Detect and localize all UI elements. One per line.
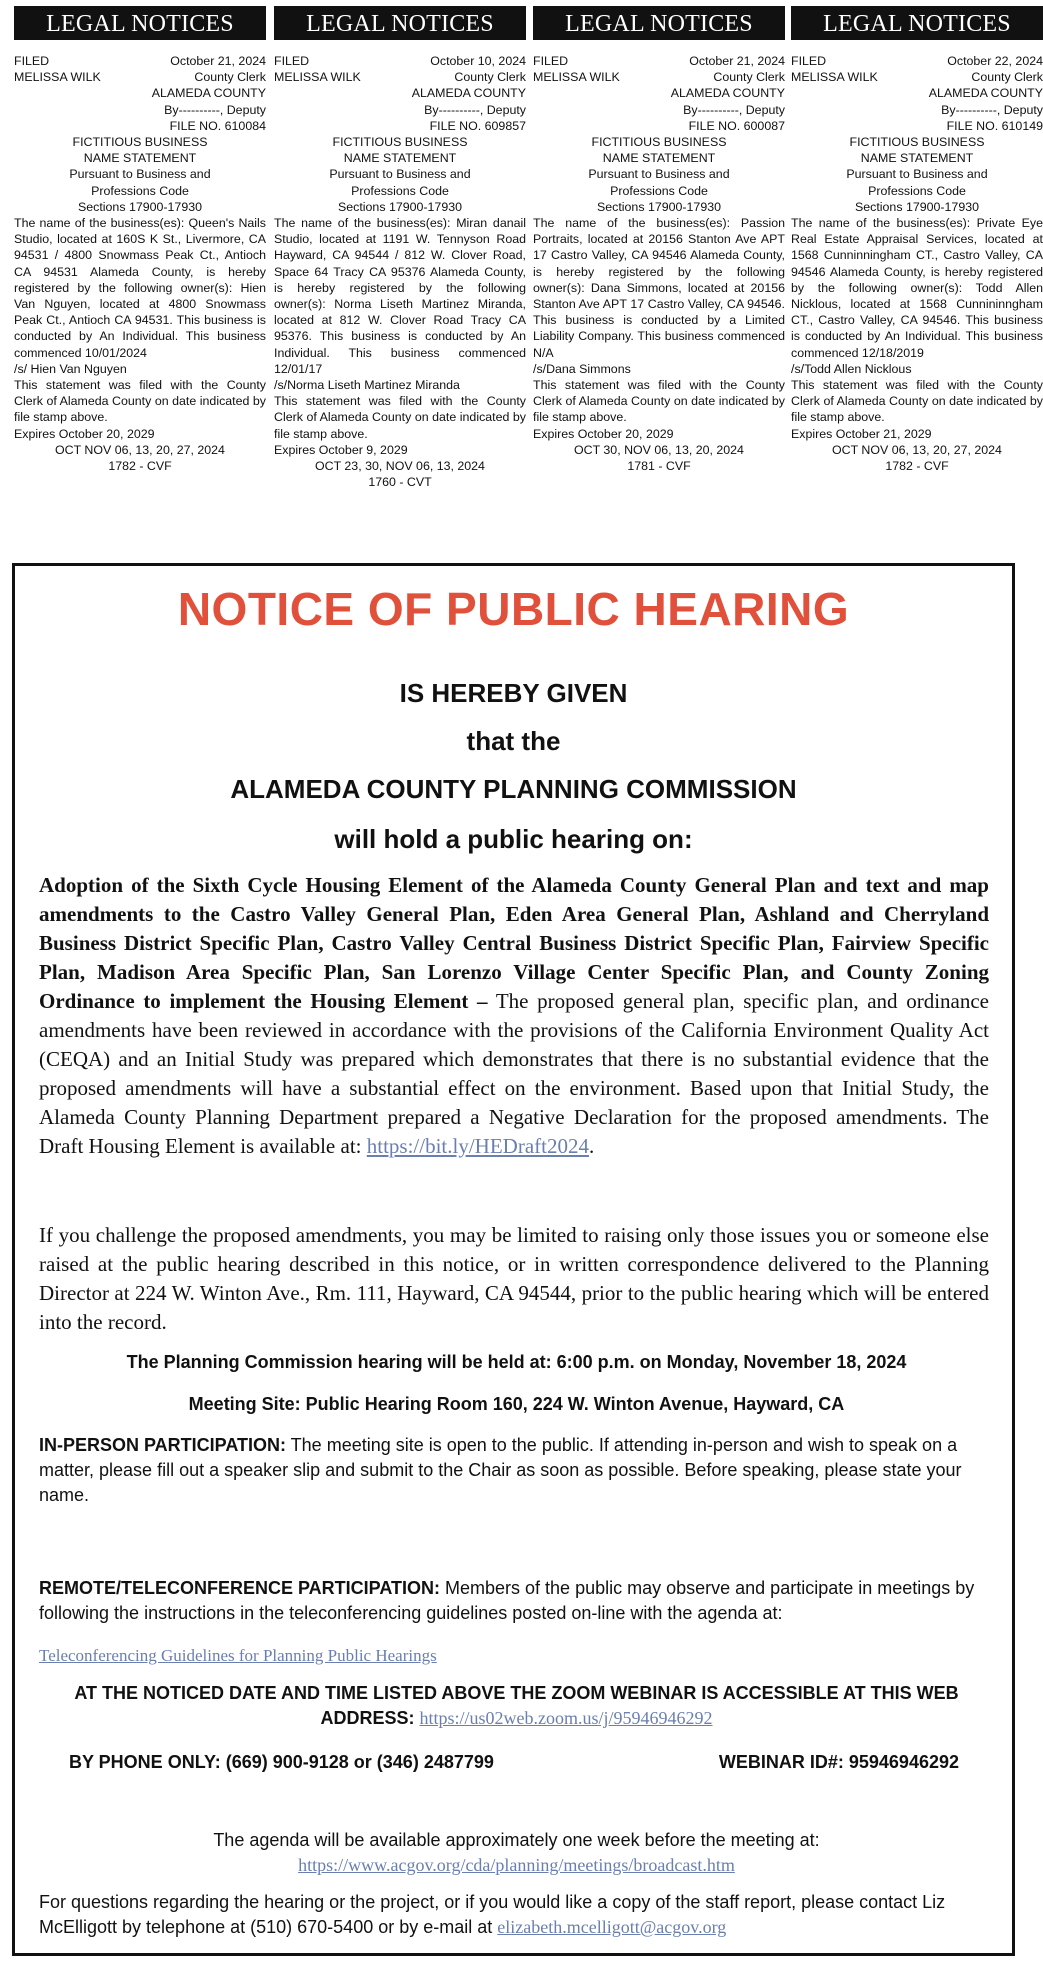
signature: /s/Dana Simmons <box>533 361 631 376</box>
notice-title-line1: FICTITIOUS BUSINESS <box>332 135 468 150</box>
file-number: FILE NO. 610149 <box>946 118 1043 133</box>
deputy-line: By----------, Deputy <box>683 102 785 117</box>
hearing-given-line: IS HEREBY GIVEN <box>399 678 628 708</box>
county-name: ALAMEDA COUNTY <box>411 86 526 101</box>
zoom-webinar-link[interactable]: https://us02web.zoom.us/j/95946946292 <box>419 1708 713 1728</box>
clerk-title: County Clerk <box>971 70 1043 85</box>
legal-notices-header: LEGAL NOTICES <box>533 6 785 40</box>
legal-notice-3 <box>533 6 785 474</box>
hold-hearing-line: will hold a public hearing on: <box>334 824 693 854</box>
deputy-line: By----------, Deputy <box>941 102 1043 117</box>
pursuant-line1: Pursuant to Business and <box>69 167 211 182</box>
in-person-label: IN-PERSON PARTICIPATION: <box>39 1435 286 1455</box>
hearing-that-line: that the <box>466 726 561 756</box>
meeting-site-line: Meeting Site: Public Hearing Room 160, 224 W. Winton Avenue, Hayward, CA <box>188 1394 845 1414</box>
notice-title-line2: NAME STATEMENT <box>343 151 457 166</box>
notice-title-line1: FICTITIOUS BUSINESS <box>591 135 727 150</box>
filed-date: October 10, 2024 <box>430 54 526 68</box>
challenge-paragraph: If you challenge the proposed amendments, you may be limited to raising only those issues you or someone else raised at the public hearing described in this notice, or in written correspondence delivered to the Planning Director at 224 W. Winton Ave., Rm. 111, Hayward, CA 94544, prior to the public hearing which will be entered into the record. <box>39 1223 989 1334</box>
hearing-time-line: The Planning Commission hearing will be held at: 6:00 p.m. on Monday, November 18, 2024 <box>126 1352 907 1372</box>
statement: This statement was filed with the County Clerk of Alameda County on date indicated by file stamp above. <box>791 378 1043 425</box>
notice-body: The name of the business(es): Private Eye Real Estate Appraisal Services, located at 1568 Cunninningham CT., Castro Valley, CA 94546 Alameda County, is hereby registered by the following owner(s): Todd Allen Nicklous, located at 1568 Cunnininngham CT., Castro Valley, CA 94546. This business is conducted by An Individual. This business commenced 12/18/2019 <box>791 216 1043 360</box>
remote-text: Members of the public may observe and participate in meetings by following the instructions in the teleconferencing guidelines posted on-line with the agenda at: <box>39 1578 975 1623</box>
remote-label: REMOTE/TELECONFERENCE PARTICIPATION: <box>39 1578 441 1598</box>
legal-notices-header: LEGAL NOTICES <box>274 6 526 40</box>
clerk-title: County Clerk <box>454 70 526 85</box>
planning-commission-line: ALAMEDA COUNTY PLANNING COMMISSION <box>230 774 797 804</box>
pursuant-line2: Professions Code <box>868 183 966 198</box>
notice-title-line1: FICTITIOUS BUSINESS <box>849 135 985 150</box>
agenda-availability <box>39 1828 994 1878</box>
sections-line: Sections 17900-17930 <box>337 199 462 214</box>
sections-line: Sections 17900-17930 <box>854 199 979 214</box>
deputy-line: By----------, Deputy <box>424 102 526 117</box>
remote-participation <box>39 1576 994 1626</box>
publication-dates: OCT NOV 06, 13, 20, 27, 2024 <box>832 442 1002 457</box>
filed-date: October 22, 2024 <box>947 54 1043 68</box>
file-number: FILE NO. 600087 <box>688 118 785 133</box>
clerk-name: MELISSA WILK <box>274 70 361 85</box>
filed-date: October 21, 2024 <box>689 54 785 68</box>
questions-text: For questions regarding the hearing or the project, or if you would like a copy of the staff report, please contact Liz McElligott by telephone at (510) 670-5400 or by e-mail at <box>39 1892 946 1937</box>
legal-notices-header: LEGAL NOTICES <box>14 6 266 40</box>
hearing-title: NOTICE OF PUBLIC HEARING <box>177 583 850 635</box>
filed-label: FILED <box>14 54 50 68</box>
pursuant-line1: Pursuant to Business and <box>846 167 988 182</box>
statement: This statement was filed with the County Clerk of Alameda County on date indicated by file stamp above. <box>14 378 266 425</box>
public-hearing-notice <box>12 563 1015 1956</box>
zoom-webinar-notice <box>39 1681 994 1731</box>
legal-notice-1 <box>14 6 266 474</box>
clerk-name: MELISSA WILK <box>791 70 878 85</box>
pursuant-line2: Professions Code <box>91 183 189 198</box>
expires-line: Expires October 9, 2029 <box>274 442 408 457</box>
notice-code: 1782 - CVF <box>108 459 172 474</box>
pursuant-line2: Professions Code <box>351 183 449 198</box>
pursuant-line1: Pursuant to Business and <box>588 167 730 182</box>
clerk-name: MELISSA WILK <box>533 70 620 85</box>
publication-dates: OCT 23, 30, NOV 06, 13, 2024 <box>315 459 485 474</box>
hearing-description-rest: The proposed general plan, specific plan, and ordinance amendments have been reviewed in accordance with the provisions of the California Environment Quality Act (CEQA) and an Initial Study was prepared which demonstrates that there is no substantial evidence that the proposed amendments will have a substantial effect on the environment. Based upon that Initial Study, the Alameda County Planning Department prepared a Negative Declaration for the proposed amendments. The Draft Housing Element is available at: <box>39 989 989 1158</box>
notice-body: The name of the business(es): Queen's Nails Studio, located at 160S K St., Livermore, CA 94531 / 4800 Snowmass Peak Ct., Antioch CA 94531 Alameda County, is hereby registered by the following owner(s): Hien Van Nguyen, located at 4800 Snowmass Peak Ct., Antioch CA 94531. This business is conducted by An Individual. This business commenced 10/01/2024 <box>14 216 266 360</box>
statement: This statement was filed with the County Clerk of Alameda County on date indicated by file stamp above. <box>274 394 526 441</box>
expires-line: Expires October 20, 2029 <box>533 426 674 441</box>
county-name: ALAMEDA COUNTY <box>151 86 266 101</box>
description-period: . <box>588 1134 595 1158</box>
county-name: ALAMEDA COUNTY <box>670 86 785 101</box>
notice-code: 1782 - CVF <box>885 459 949 474</box>
notice-body: The name of the business(es): Passion Portraits, located at 20156 Stanton Ave APT 17 Castro Valley, CA 94546 Alameda County, is hereby registered by the following owner(s): Dana Simmons, located at 20156 Stanton Ave APT 17 Castro Valley, CA 94546. This business is conducted by a Limited Liability Company. This business commenced N/A <box>533 216 785 360</box>
teleconferencing-guidelines-link[interactable]: Teleconferencing Guidelines for Planning Public Hearings <box>39 1646 437 1665</box>
legal-notice-2 <box>274 6 526 490</box>
sections-line: Sections 17900-17930 <box>596 199 721 214</box>
clerk-title: County Clerk <box>713 70 785 85</box>
zoom-text: AT THE NOTICED DATE AND TIME LISTED ABOVE THE ZOOM WEBINAR IS ACCESSIBLE AT THIS WEB ADDRESS: <box>74 1683 959 1728</box>
clerk-name: MELISSA WILK <box>14 70 101 85</box>
guidelines-link-row <box>39 1643 994 1668</box>
phone-row <box>69 1752 959 1773</box>
pursuant-line2: Professions Code <box>610 183 708 198</box>
filed-label: FILED <box>791 54 827 68</box>
expires-line: Expires October 21, 2029 <box>791 426 932 441</box>
webinar-id: WEBINAR ID#: 95946946292 <box>718 1752 959 1772</box>
phone-numbers: BY PHONE ONLY: (669) 900-9128 or (346) 2487799 <box>69 1752 494 1772</box>
publication-dates: OCT NOV 06, 13, 20, 27, 2024 <box>55 442 225 457</box>
agenda-text: The agenda will be available approximately one week before the meeting at: <box>213 1830 820 1850</box>
clerk-title: County Clerk <box>194 70 266 85</box>
notice-body: The name of the business(es): Miran danail Studio, located at 1191 W. Tennyson Road Hayward, CA 94544 / 812 W. Clover Road, Space 64 Tracy CA 95376 Alameda County, is hereby registered by the following owner(s): Norma Liseth Martinez Miranda, located at 812 W. Clover Road Tracy CA 95376. This business is conducted by An Individual. This business commenced 12/01/17 <box>274 216 526 376</box>
legal-notices-header: LEGAL NOTICES <box>791 6 1043 40</box>
in-person-text: The meeting site is open to the public. If attending in-person and wish to speak on a matter, please fill out a speaker slip and submit to the Chair as soon as possible. Before speaking, please state your name. <box>39 1435 962 1505</box>
file-number: FILE NO. 610084 <box>169 118 266 133</box>
hearing-description-bold: Adoption of the Sixth Cycle Housing Element of the Alameda County General Plan and text and map amendments to the Castro Valley General Plan, Eden Area General Plan, Ashland and Cherryland Business District Specific Plan, Castro Valley Central Business District Specific Plan, Fairview Specific Plan, Madison Area Specific Plan, San Lorenzo Village Center Specific Plan, and County Zoning Ordinance to implement the Housing Element – <box>39 873 989 1013</box>
county-name: ALAMEDA COUNTY <box>928 86 1043 101</box>
notice-title-line1: FICTITIOUS BUSINESS <box>72 135 208 150</box>
expires-line: Expires October 20, 2029 <box>14 426 155 441</box>
email-link[interactable]: elizabeth.mcelligott@acgov.org <box>497 1917 727 1937</box>
legal-notice-4 <box>791 6 1043 474</box>
notice-code: 1781 - CVF <box>627 459 691 474</box>
publication-dates: OCT 30, NOV 06, 13, 20, 2024 <box>574 442 744 457</box>
draft-housing-element-link[interactable]: https://bit.ly/HEDraft2024 <box>366 1134 589 1158</box>
notice-title-line2: NAME STATEMENT <box>83 151 197 166</box>
sections-line: Sections 17900-17930 <box>77 199 202 214</box>
hearing-description <box>39 871 989 1161</box>
agenda-link[interactable]: https://www.acgov.org/cda/planning/meetings/broadcast.htm <box>298 1855 735 1875</box>
notice-title-line2: NAME STATEMENT <box>602 151 716 166</box>
signature: /s/Todd Allen Nicklous <box>791 361 912 376</box>
deputy-line: By----------, Deputy <box>164 102 266 117</box>
filed-label: FILED <box>533 54 569 68</box>
pursuant-line1: Pursuant to Business and <box>329 167 471 182</box>
signature: /s/Norma Liseth Martinez Miranda <box>274 378 460 393</box>
legal-notices-section <box>8 6 1043 536</box>
statement: This statement was filed with the County Clerk of Alameda County on date indicated by file stamp above. <box>533 378 785 425</box>
questions-contact <box>39 1890 994 1940</box>
notice-title-line2: NAME STATEMENT <box>860 151 974 166</box>
file-number: FILE NO. 609857 <box>429 118 526 133</box>
filed-date: October 21, 2024 <box>170 54 266 68</box>
filed-label: FILED <box>274 54 310 68</box>
signature: /s/ Hien Van Nguyen <box>14 361 127 376</box>
notice-code: 1760 - CVT <box>368 475 432 490</box>
in-person-participation <box>39 1433 994 1508</box>
